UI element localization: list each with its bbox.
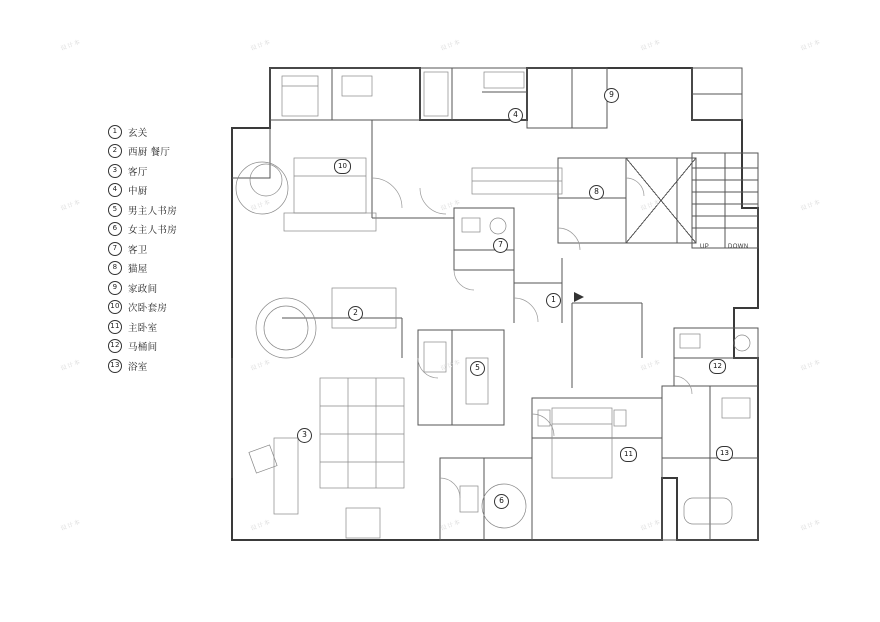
stair-label-up: UP	[700, 244, 710, 250]
legend-item	[108, 200, 238, 220]
legend-number: 10	[108, 300, 122, 314]
room-marker-1: 1	[546, 293, 561, 308]
legend-number: 4	[108, 183, 122, 197]
watermark: 设计本	[59, 518, 82, 533]
legend-number: 1	[108, 125, 122, 139]
legend-label: 马桶间	[128, 342, 158, 354]
room-marker-7: 7	[493, 238, 508, 253]
legend-number: 2	[108, 144, 122, 158]
legend-item	[108, 317, 238, 337]
legend-item	[108, 337, 238, 357]
legend-label: 客卫	[128, 244, 148, 256]
room-marker-12: 12	[709, 359, 726, 374]
legend-number: 5	[108, 203, 122, 217]
legend-item	[108, 161, 238, 181]
room-marker-10: 10	[334, 159, 351, 174]
watermark: 设计本	[639, 518, 662, 533]
room-marker-11: 11	[620, 447, 637, 462]
room-marker-4: 4	[508, 108, 523, 123]
watermark: 设计本	[639, 358, 662, 373]
legend-label: 女主人书房	[128, 225, 178, 237]
legend-number: 7	[108, 242, 122, 256]
legend-label: 家政间	[128, 283, 158, 295]
legend-number: 6	[108, 222, 122, 236]
watermark: 设计本	[59, 198, 82, 213]
legend-label: 浴室	[128, 361, 148, 373]
legend-number: 9	[108, 281, 122, 295]
room-marker-2: 2	[348, 306, 363, 321]
watermark: 设计本	[799, 38, 822, 53]
legend-item	[108, 298, 238, 318]
legend-label: 中厨	[128, 186, 148, 198]
watermark: 设计本	[799, 518, 822, 533]
legend-label: 主卧室	[128, 322, 158, 334]
stair-label-down: DOWN	[728, 244, 749, 250]
legend-number: 8	[108, 261, 122, 275]
watermark: 设计本	[439, 38, 462, 53]
room-marker-9: 9	[604, 88, 619, 103]
legend-label: 猫屋	[128, 264, 148, 276]
legend-item	[108, 142, 238, 162]
legend-item	[108, 278, 238, 298]
room-marker-6: 6	[494, 494, 509, 509]
legend-item	[108, 259, 238, 279]
legend-number: 12	[108, 339, 122, 353]
watermark: 设计本	[249, 518, 272, 533]
room-marker-5: 5	[470, 361, 485, 376]
floor-plan	[222, 58, 768, 550]
legend-label: 西厨 餐厅	[128, 147, 171, 159]
watermark: 设计本	[439, 198, 462, 213]
room-marker-3: 3	[297, 428, 312, 443]
legend-label: 次卧套房	[128, 303, 168, 315]
legend-number: 11	[108, 320, 122, 334]
watermark: 设计本	[249, 358, 272, 373]
direction-marker-icon	[574, 292, 584, 302]
watermark: 设计本	[639, 38, 662, 53]
room-marker-13: 13	[716, 446, 733, 461]
legend-label: 男主人书房	[128, 205, 178, 217]
legend-number: 3	[108, 164, 122, 178]
watermark: 设计本	[59, 38, 82, 53]
legend-number: 13	[108, 359, 122, 373]
room-marker-8: 8	[589, 185, 604, 200]
watermark: 设计本	[439, 518, 462, 533]
legend-item	[108, 181, 238, 201]
watermark: 设计本	[799, 358, 822, 373]
watermark: 设计本	[59, 358, 82, 373]
watermark: 设计本	[639, 198, 662, 213]
legend-item	[108, 239, 238, 259]
watermark: 设计本	[439, 358, 462, 373]
floor-plan-drawing	[222, 58, 768, 550]
watermark: 设计本	[249, 198, 272, 213]
watermark: 设计本	[249, 38, 272, 53]
legend-label: 客厅	[128, 166, 148, 178]
legend-label: 玄关	[128, 127, 148, 139]
legend-item	[108, 356, 238, 376]
legend-item	[108, 220, 238, 240]
watermark: 设计本	[799, 198, 822, 213]
legend	[108, 122, 238, 376]
legend-item	[108, 122, 238, 142]
